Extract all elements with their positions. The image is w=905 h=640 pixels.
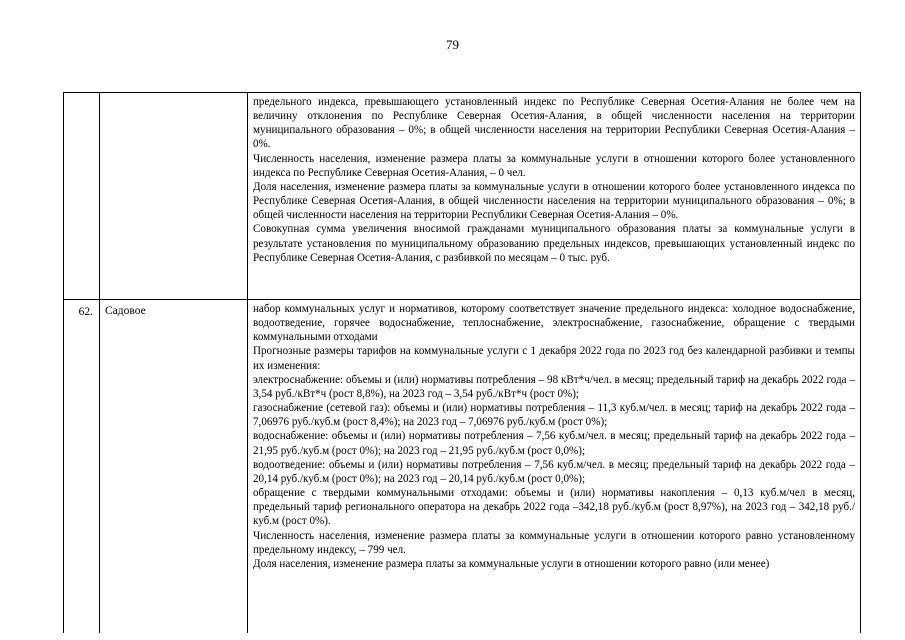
- description-paragraph: Прогнозные размеры тарифов на коммунальные услуги с 1 декабря 2022 года по 2023 год без календарной разбивки и темпы их изменения:: [253, 345, 855, 372]
- description-paragraph: набор коммунальных услуг и нормативов, которому соответствует значение предельного индекса: холодное водоснабжение, водоотведение, горячее водоснабжение, теплоснабжение, электроснабжение, газоснабжение, обращение с твердыми коммунальными отходами: [253, 303, 855, 344]
- description-paragraph: водоотведение: объемы и (или) нормативы потребления – 7,56 куб.м/чел. в месяц; предельный тариф на декабрь 2022 года – 20,14 руб./куб.м (рост 0%); на 2023 год – 20,14 руб./куб.м (рост 0,0%);: [253, 458, 855, 485]
- row-number-cell: 62.: [64, 300, 100, 634]
- description-paragraph: газоснабжение (сетевой газ): объемы и (или) нормативы потребления – 11,3 куб.м/чел. в месяц; тариф на декабрь 2022 года – 7,06976 руб./куб.м (рост 8,4%); на 2023 год – 7,06976 руб./куб.м (рост 0%);: [253, 402, 855, 429]
- page-number: 79: [446, 37, 459, 52]
- settlement-name-cell: Садовое: [100, 300, 248, 634]
- description-paragraph: водоснабжение: объемы и (или) нормативы потребления – 7,56 куб.м/чел. в месяц; предельный тариф на декабрь 2022 года – 21,95 руб./куб.м (рост 0%); на 2023 год – 21,95 руб./куб.м (рост 0,0%);: [253, 430, 855, 457]
- description-cell: [248, 300, 861, 634]
- description-paragraph: Доля населения, изменение размера платы за коммунальные услуги в отношении которого равно (или менее): [253, 557, 770, 570]
- description-paragraph: Совокупная сумма увеличения вносимой гражданами муниципального образования платы за коммунальные услуги в результате установления по муниципальному образованию предельных индексов, превышающих установленный индекс по Республике Северная Осетия-Алания, с разбивкой по месяцам – 0 тыс. руб.: [253, 223, 855, 264]
- description-cell: [248, 93, 861, 300]
- table-row: [64, 93, 861, 300]
- row-number-cell: [64, 93, 100, 300]
- description-paragraph: предельного индекса, превышающего установленный индекс по Республике Северная Осетия-Алания не более чем на величину отклонения по Республике Северная Осетия-Алания, в общей численности населения на территории муниципального образования – 0%; в общей численности населения на территории Республики Северная Осетия-Алания – 0%.: [253, 96, 855, 151]
- table-row: [64, 300, 861, 634]
- description-paragraph: обращение с твердыми коммунальными отходами: объемы и (или) нормативы накопления – 0,13 куб.м/чел в месяц, предельный тариф регионального оператора на декабрь 2022 года –342,18 руб./куб.м (рост 8,97%), на 2023 год – 342,18 руб./куб.м (рост 0%).: [253, 487, 855, 528]
- description-paragraph: электроснабжение: объемы и (или) нормативы потребления – 98 кВт*ч/чел. в месяц; предельный тариф на декабрь 2022 года – 3,54 руб./кВт*ч (рост 8,8%), на 2023 год – 3,54 руб./кВт*ч (рост 0%);: [253, 373, 855, 400]
- tariff-table: [63, 92, 861, 633]
- description-paragraph: Доля населения, изменение размера платы за коммунальные услуги в отношении которого более установленного индекса по Республике Северная Осетия-Алания, в общей численности населения на территории муниципального образования – 0%; в общей численности населения на территории Республики Северная Осетия-Алания – 0%.: [253, 180, 855, 222]
- description-paragraph: Численность населения, изменение размера платы за коммунальные услуги в отношении которого более установленного индекса по Республике Северная Осетия-Алания, – 0 чел.: [253, 152, 855, 179]
- settlement-name-cell: [100, 93, 248, 300]
- description-paragraph: Численность населения, изменение размера платы за коммунальные услуги в отношении которого равно установленному предельному индексу, – 799 чел.: [253, 529, 855, 556]
